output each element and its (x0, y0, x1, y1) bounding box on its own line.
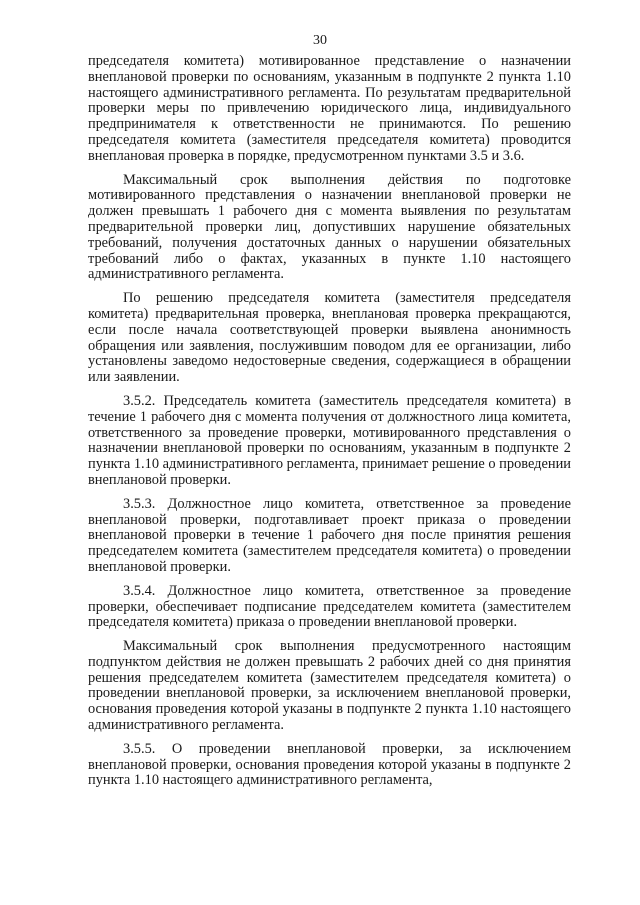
page-number: 30 (313, 33, 327, 48)
document-body (88, 54, 571, 789)
paragraph-5: 3.5.3. Должностное лицо комитета, ответственное за проведение внеплановой проверки, подготавливает проект приказа о проведении внеплановой проверки в течение 1 рабочего дня после принятия решения председателем комитета (заместителем председателя комитета) о проведении внеплановой проверки. (88, 495, 571, 575)
paragraph-8: 3.5.5. О проведении внеплановой проверки, за исключением внеплановой проверки, основания проведения которой указаны в подпункте 2 пункта 1.10 настоящего административного регламента, (88, 740, 571, 789)
paragraph-1: председателя комитета) мотивированное представление о назначении внеплановой проверки по основаниям, указанным в подпункте 2 пункта 1.10 настоящего административного регламента. По результатам предварительной проверки меры по привлечению юридического лица, индивидуального предпринимателя к ответственности не принимаются. По решению председателя комитета (заместителя председателя комитета) проводится внеплановая проверка в порядке, предусмотренном пунктами 3.5 и 3.6. (88, 53, 571, 164)
paragraph-4: 3.5.2. Председатель комитета (заместитель председателя комитета) в течение 1 рабочего дня с момента получения от должностного лица комитета, ответственного за проведение проверки, мотивированного представления о назначении внеплановой проверки по основаниям, указанным в подпункте 2 пункта 1.10 административного регламента, принимает решение о проведении внеплановой проверки. (88, 392, 571, 488)
paragraph-7: Максимальный срок выполнения предусмотренного настоящим подпунктом действия не должен превышать 2 рабочих дней со дня принятия решения председателем комитета (заместителем председателя комитета) о проведении внеплановой проверки, за исключением внеплановой проверки, основания проведения которой указаны в подпункте 2 пункта 1.10 настоящего административного регламента. (88, 638, 571, 734)
paragraph-2: Максимальный срок выполнения действия по подготовке мотивированного представления о назначении внеплановой проверки не должен превышать 1 рабочего дня с момента выявления по результатам предварительной проверки лиц, допустивших нарушение обязательных требований, получения достаточных данных о нарушении обязательных требований либо о фактах, указанных в пункте 1.10 настоящего административного регламента. (88, 171, 571, 283)
paragraph-3: По решению председателя комитета (заместителя председателя комитета) предварительная проверка, внеплановая проверка прекращаются, если после начала соответствующей проверки выявлена анонимность обращения или заявления, послужившим поводом для ее организации, либо установлены заведомо недостоверные сведения, содержащиеся в обращении или заявлении. (88, 290, 571, 386)
paragraph-6: 3.5.4. Должностное лицо комитета, ответственное за проведение проверки, обеспечивает подписание председателем комитета (заместителем председателя комитета) приказа о проведении внеплановой проверки. (88, 582, 571, 631)
